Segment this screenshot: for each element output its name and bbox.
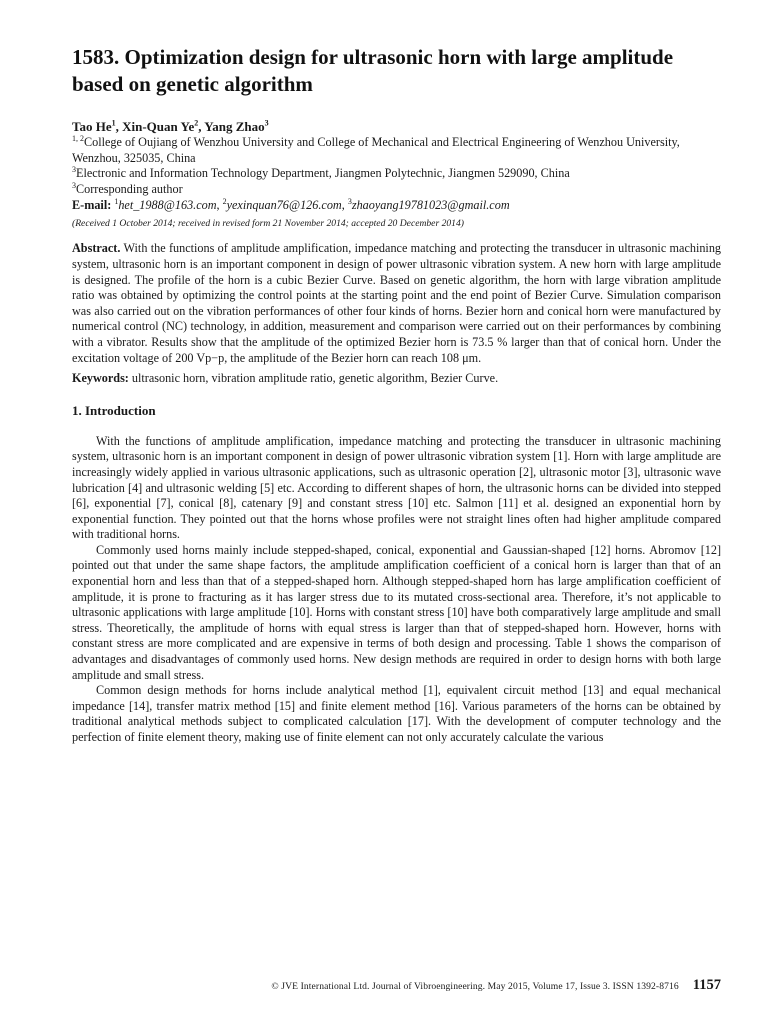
paper-title: 1583. Optimization design for ultrasonic horn with large amplitude based on genetic algorithm <box>72 45 674 96</box>
affiliation <box>72 166 721 182</box>
keywords-label: Keywords: <box>72 371 129 386</box>
author-mark: 2 <box>194 118 199 128</box>
author-mark: 1 <box>111 118 116 128</box>
keywords-text: ultrasonic horn, vibration amplitude ratio, genetic algorithm, Bezier Curve. <box>131 371 499 386</box>
affiliation <box>72 135 721 166</box>
author-name: Xin-Quan Ye <box>122 119 195 134</box>
body-paragraph: Commonly used horns mainly include stepped-shaped, conical, exponential and Gaussian-shaped [12] horns. Abromov [12] pointed out that under the same shape factors, the amplitude amplification coefficient of a conical horn is larger than that of an exponential horn and less than that of a stepped-shaped horn. Although stepped-shaped horn has large amplification coefficient of amplitude, it is prone to fracturing as it has larger stress due to its mutated cross-sectional area. Therefore, it’s not applicable to ultrasonic applications with large amplitude [10]. Horns with constant stress [10] have both comparatively large amplitude and small stress. Theoretically, the amplitude of horns with equal stress is larger than that of stepped-shaped horn. However, horns with constant stress are more complicated and are expensive in terms of both design and processing. Table 1 shows the comparison of advantages and disadvantages of commonly used horns. New design methods are required in order to design horns with both large amplitude and small stress. <box>72 542 721 682</box>
abstract-label: Abstract. <box>72 241 121 256</box>
page-number: 1157 <box>692 977 721 993</box>
abstract-text: With the functions of amplitude amplification, impedance matching and protecting the transducer in ultrasonic machining system, ultrasonic horn is an important component in design of power ultrasonic vibration system. A new horn with large amplitude is designed. The profile of the horn is a cubic Bezier Curve. Based on genetic algorithm, the horn with large vibration amplitude ratio was obtained by optimizing the control points at the starting point and the end point of Bezier Curve. Simulation comparison was also carried out on the vibration performances of other four kinds of horns. Bezier horn and conical horn were manufactured by numerical control (NC) technology, in addition, measurement and comparison were carried out on their performances by combining with a vibrator. Results show that the amplitude of the optimized Bezier horn is 73.5 % larger than that of conical horn. Under the excitation voltage of 200 Vp−p, the amplitude of the Bezier horn can reach 108 μm. <box>72 241 722 365</box>
email-mark: 2 <box>222 197 227 207</box>
page-footer <box>134 977 721 994</box>
affiliation-mark: 3 <box>72 180 76 190</box>
email-address[interactable]: zhaoyang19781023@gmail.com <box>351 198 510 213</box>
affiliation-mark: 1, 2 <box>72 133 84 143</box>
affiliation <box>72 182 721 198</box>
affiliation-text: College of Oujiang of Wenzhou University and College of Mechanical and Electrical Engineering of Wenzhou University, Wenzhou, 325035, China <box>72 135 680 165</box>
email-address[interactable]: het_1988@163.com <box>118 198 217 213</box>
body-paragraph: With the functions of amplitude amplification, impedance matching and protecting the transducer in ultrasonic machining system, ultrasonic horn is an important component in design of power ultrasonic vibration system [1]. Horn with large amplitude are increasingly widely applied in various ultrasonic applications, such as ultrasonic operation [2], ultrasonic motor [3], ultrasonic wave lubrication [4] and ultrasonic welding [5] etc. According to different shapes of horn, the ultrasonic horns can be divided into stepped [6], exponential [7], conical [8], catenary [9] and constant stress [10] etc. Salmon [11] et al. designed an exponential horn by exponential function. They pointed out that the horns whose profiles were not straight lines often had higher amplitude compared with traditional horns. <box>72 433 721 542</box>
affiliation-text: Corresponding author <box>76 181 183 196</box>
email-address[interactable]: yexinquan76@126.com <box>226 198 342 213</box>
section-heading: 1. Introduction <box>72 402 156 418</box>
keywords <box>72 371 721 387</box>
author-list: Tao He$^1$, Xin-Quan Ye$^2$, Yang Zhao$^3$ <box>72 118 269 134</box>
author-name: Tao He <box>72 119 112 134</box>
email-label: E-mail: <box>72 198 112 213</box>
paper-page <box>72 44 721 746</box>
received-dates: (Received 1 October 2014; received in revised form 21 November 2014; accepted 20 December 2014) <box>72 218 464 230</box>
author-name: Yang Zhao <box>204 119 265 134</box>
journal-citation: © JVE International Ltd. Journal of Vibroengineering. May 2015, Volume 17, Issue 3. ISSN 1392-8716 <box>271 981 679 992</box>
email-line: E-mail: $^1$het_1988@163.com, $^2$yexinquan76@126.com, $^3$zhaoyang19781023@gmail.com <box>72 197 510 213</box>
affiliation-mark: 3 <box>72 165 76 175</box>
affiliation-text: Electronic and Information Technology Department, Jiangmen Polytechnic, Jiangmen 529090, China <box>76 166 570 181</box>
email-mark: 1 <box>114 197 119 207</box>
author-mark: 3 <box>264 118 269 128</box>
email-mark: 3 <box>347 197 352 207</box>
body-paragraph: Common design methods for horns include analytical method [1], equivalent circuit method [13] and equal mechanical impedance [14], transfer matrix method [15] and finite element method [16]. Various parameters of the horns can be obtained by traditional analytical methods subject to complicated calculation [17]. With the development of computer technology and the perfection of finite element theory, making use of finite element can not only accurately calculate the various <box>72 683 721 744</box>
abstract <box>72 241 721 366</box>
